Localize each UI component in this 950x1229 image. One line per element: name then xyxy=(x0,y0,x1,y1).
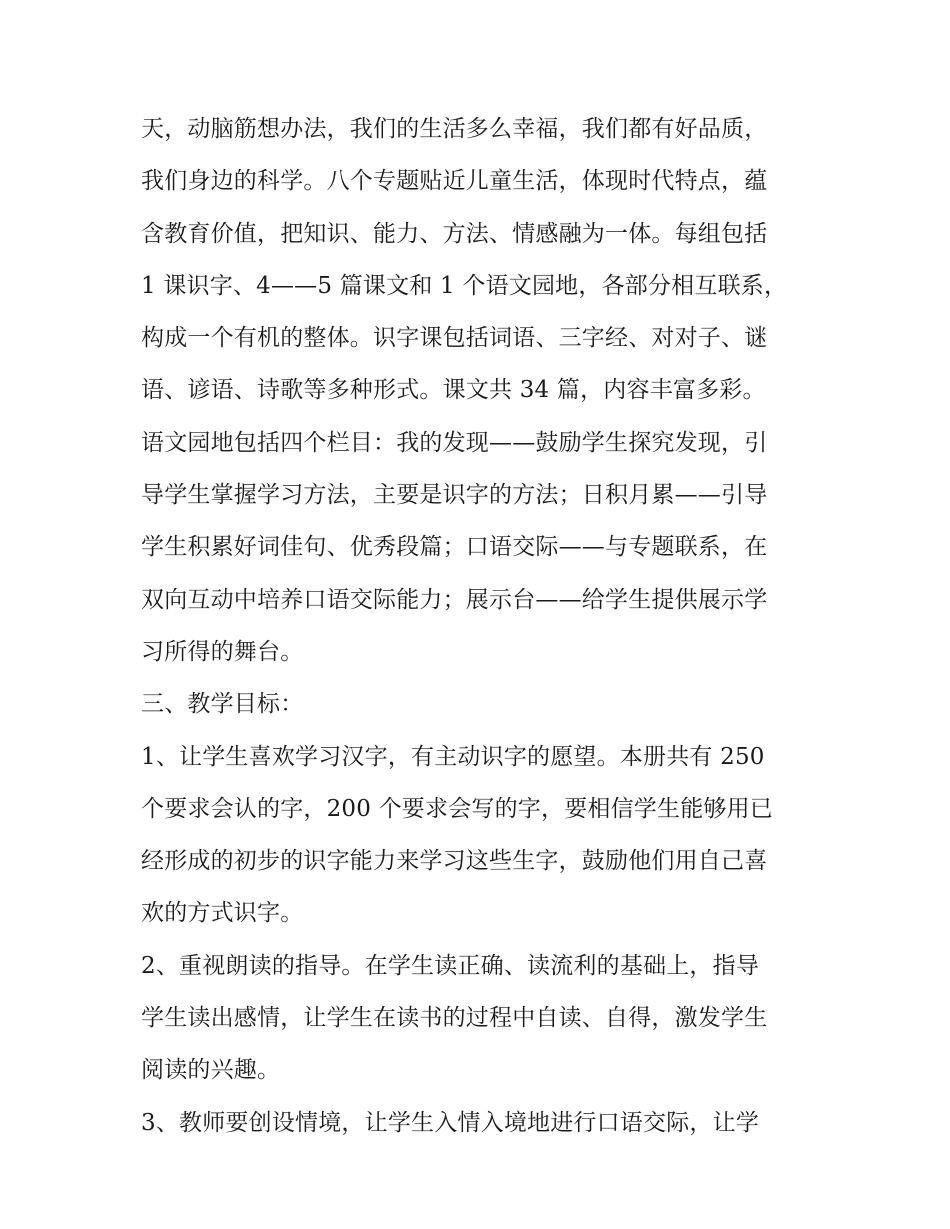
text-line: 语文园地包括四个栏目：我的发现——鼓励学生探究发现，引 xyxy=(141,429,768,456)
text-line: 语、谚语、诗歌等多种形式。课文共 34 篇，内容丰富多彩。 xyxy=(141,377,766,404)
text-line: 经形成的初步的识字能力来学习这些生字，鼓励他们用自己喜 xyxy=(141,848,768,875)
text-line: 习所得的舞台。 xyxy=(141,638,304,665)
text-line: 导学生掌握学习方法，主要是识字的方法；日积月累——引导 xyxy=(141,482,768,509)
body-text xyxy=(141,103,821,1149)
text-line: 1 课识字、4——5 篇课文和 1 个语文园地，各部分相互联系， xyxy=(141,272,788,299)
text-line: 1、让学生喜欢学习汉字，有主动识字的愿望。本册共有 250 xyxy=(141,743,765,770)
text-line: 2、重视朗读的指导。在学生读正确、读流利的基础上，指导 xyxy=(141,952,760,979)
text-line: 个要求会认的字，200 个要求会写的字，要相信学生能够用已 xyxy=(141,795,774,822)
text-line: 构成一个有机的整体。识字课包括词语、三字经、对对子、谜 xyxy=(141,325,768,352)
text-line: 欢的方式识字。 xyxy=(141,900,304,927)
text-line: 双向互动中培养口语交际能力；展示台——给学生提供展示学 xyxy=(141,586,768,613)
text-line: 天，动脑筋想办法，我们的生活多么幸福，我们都有好品质， xyxy=(141,116,768,142)
section-heading: 三、教学目标： xyxy=(141,691,304,718)
text-line: 学生读出感情，让学生在读书的过程中自读、自得，激发学生 xyxy=(141,1005,768,1032)
text-line: 阅读的兴趣。 xyxy=(141,1057,281,1084)
text-line: 我们身边的科学。八个专题贴近儿童生活，体现时代特点，蕴 xyxy=(141,168,768,195)
text-line: 含教育价值，把知识、能力、方法、情感融为一体。每组包括 xyxy=(141,220,768,247)
text-line: 学生积累好词佳句、优秀段篇；口语交际——与专题联系，在 xyxy=(141,534,768,561)
text-line: 3、教师要创设情境，让学生入情入境地进行口语交际，让学 xyxy=(141,1109,760,1136)
